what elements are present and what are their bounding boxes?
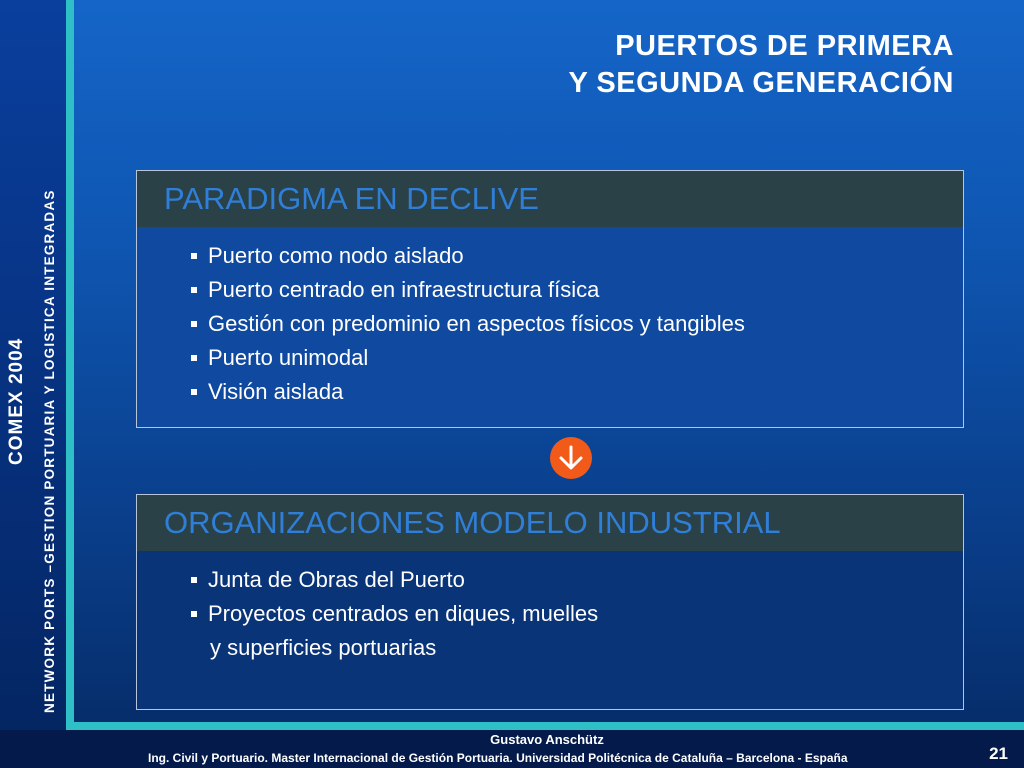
footer-author: Gustavo Anschütz <box>490 732 604 747</box>
paradigm-box <box>136 170 964 428</box>
page-number: 21 <box>989 744 1008 763</box>
bullet-icon <box>191 577 197 583</box>
title-line-1: PUERTOS DE PRIMERA <box>615 30 954 62</box>
footer-affiliation: Ing. Civil y Portuario. Master Internacional de Gestión Portuaria. Universidad Politécnica de Cataluña – Barcelona - España <box>148 751 848 765</box>
list-item <box>189 375 963 409</box>
bullet-icon <box>191 287 197 293</box>
paradigm-heading: PARADIGMA EN DECLIVE <box>137 171 963 227</box>
slide-title <box>569 28 954 102</box>
list-item-continuation: y superficies portuarias <box>210 635 437 660</box>
list-item-text: Junta de Obras del Puerto <box>208 567 465 592</box>
bottom-accent-stripe <box>66 722 1024 730</box>
bullet-icon <box>191 253 197 259</box>
list-item <box>189 563 963 597</box>
event-subtitle: NETWORK PORTS –GESTION PORTUARIA Y LOGISTICA INTEGRADAS <box>42 189 57 713</box>
list-item-text: Puerto centrado en infraestructura física <box>208 277 600 302</box>
list-item <box>189 307 963 341</box>
list-item-text: Visión aislada <box>208 379 344 404</box>
arrow-down-circle-icon <box>550 437 592 479</box>
list-item <box>189 597 963 631</box>
bullet-icon <box>191 321 197 327</box>
bullet-icon <box>191 389 197 395</box>
event-label: COMEX 2004 <box>6 337 27 465</box>
sidebar-accent-stripe <box>66 0 74 730</box>
industrial-model-list <box>137 551 963 665</box>
bullet-icon <box>191 611 197 617</box>
paradigm-list <box>137 227 963 409</box>
list-item <box>189 273 963 307</box>
title-line-2: Y SEGUNDA GENERACIÓN <box>568 67 954 99</box>
arrow-down-glyph <box>556 443 586 473</box>
industrial-model-box <box>136 494 964 710</box>
bullet-icon <box>191 355 197 361</box>
list-item <box>189 239 963 273</box>
list-item-text: Puerto como nodo aislado <box>208 243 464 268</box>
list-item-text: Gestión con predominio en aspectos físicos y tangibles <box>208 311 745 336</box>
list-item <box>189 341 963 375</box>
list-item-text: Proyectos centrados en diques, muelles <box>208 601 599 626</box>
list-item-text: Puerto unimodal <box>208 345 369 370</box>
industrial-model-heading: ORGANIZACIONES MODELO INDUSTRIAL <box>137 495 963 551</box>
